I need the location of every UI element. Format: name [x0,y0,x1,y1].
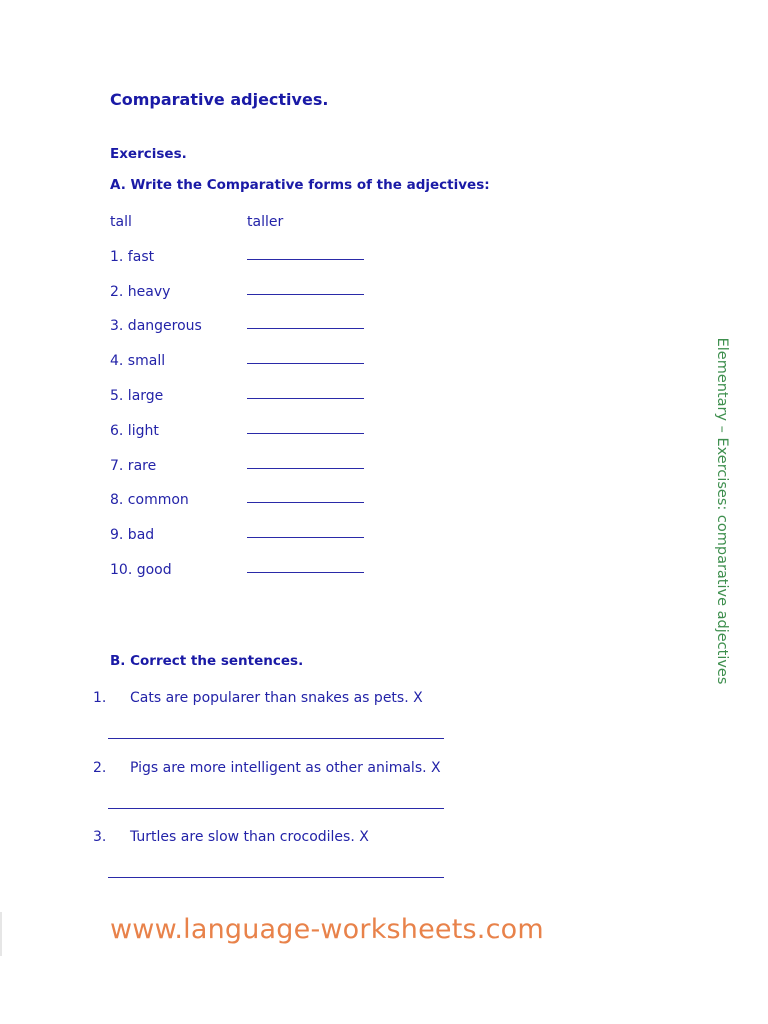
adjective-word: 8. common [110,492,189,509]
answer-blank[interactable] [247,398,364,399]
answer-blank[interactable] [247,572,364,573]
adjective-word: 9. bad [110,527,155,544]
example-answer: taller [247,214,284,230]
adjective-word: 4. small [110,353,166,370]
answer-blank[interactable] [247,468,364,469]
page-edge-divider [0,912,2,956]
list-item [110,456,410,491]
answer-blank[interactable] [247,259,364,260]
answer-blank[interactable] [247,433,364,434]
sentence-number: 2. [93,760,107,776]
list-item [110,386,410,421]
exercises-label: Exercises. [110,146,187,162]
list-item [110,421,410,456]
list-item [110,490,410,525]
list-item [110,247,410,282]
list-item [110,316,410,351]
adjective-word: 7. rare [110,457,157,474]
sentence-number: 1. [93,690,107,706]
list-item [110,525,410,560]
answer-blank[interactable] [247,328,364,329]
example-row [110,212,410,247]
adjective-word: 6. light [110,422,159,439]
sentence-text: Cats are popularer than snakes as pets. X [130,690,423,706]
example-word: tall [110,214,132,230]
adjective-list [110,212,410,595]
list-item [110,560,410,595]
answer-blank[interactable] [247,537,364,538]
adjective-word: 5. large [110,387,164,404]
adjective-word: 1. fast [110,248,155,265]
answer-blank[interactable] [247,294,364,295]
correction-line[interactable] [108,808,444,809]
footer-url[interactable]: www.language-worksheets.com [110,914,544,945]
adjective-word: 10. good [110,561,172,578]
correction-line[interactable] [108,738,444,739]
section-a-heading: A. Write the Comparative forms of the adjectives: [110,177,490,193]
adjective-word: 3. dangerous [110,318,202,335]
answer-blank[interactable] [247,363,364,364]
sentence-text: Pigs are more intelligent as other animals. X [130,760,441,776]
correction-line[interactable] [108,877,444,878]
section-b-heading: B. Correct the sentences. [110,653,304,669]
sentence-number: 3. [93,829,107,845]
adjective-word: 2. heavy [110,283,171,300]
side-label: Elementary – Exercises: comparative adjectives [714,337,730,685]
list-item [110,282,410,317]
list-item [110,351,410,386]
page-title: Comparative adjectives. [110,90,329,109]
answer-blank[interactable] [247,502,364,503]
sentence-text: Turtles are slow than crocodiles. X [130,829,369,845]
